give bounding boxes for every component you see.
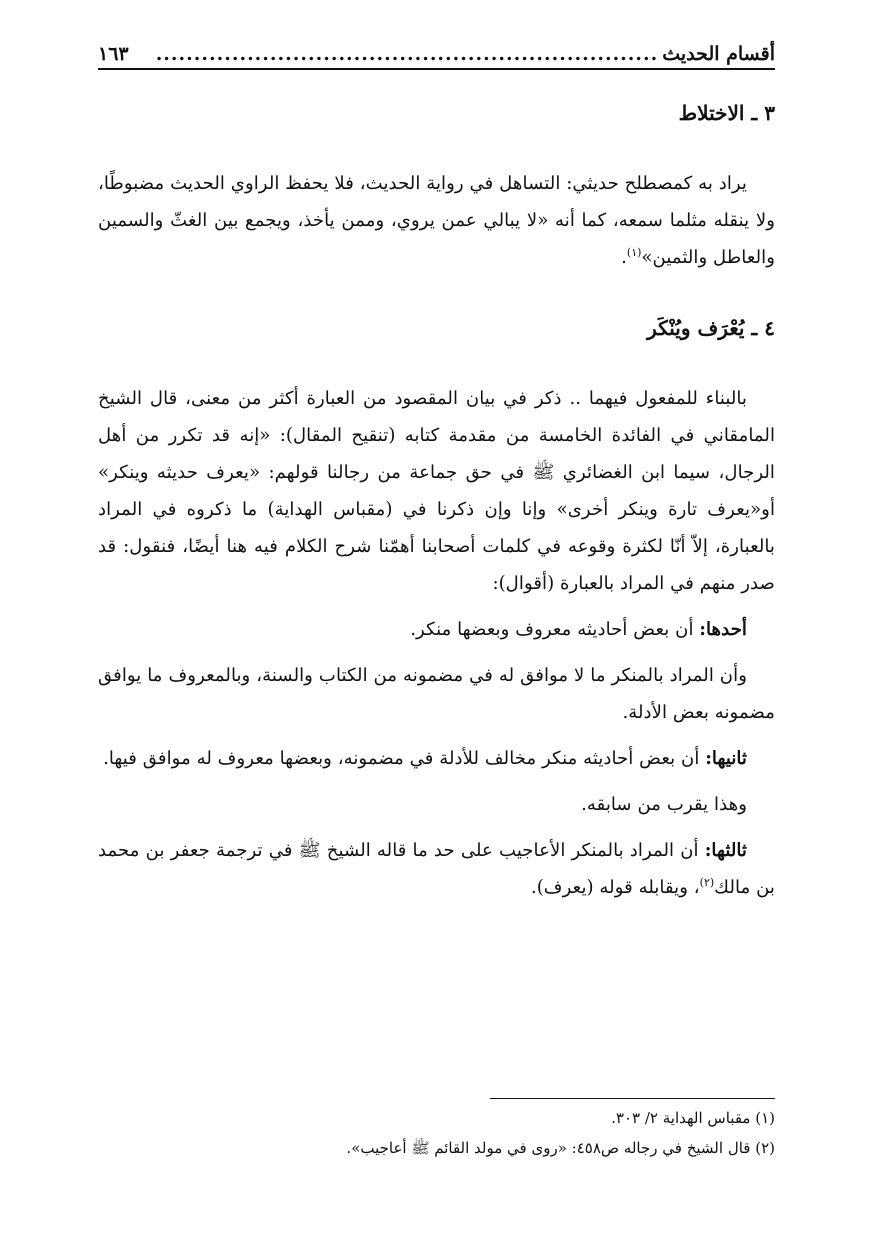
section-3-text: يراد به كمصطلح حديثي: التساهل في رواية الحديث، فلا يحفظ الراوي الحديث مضبوطًا، ولا ينقله مثلما سمعه، كما أنه «لا يبالي عمن يروي، وممن يأخذ، ويجمع بين الغثّ والسمين والعاطل والثمين»	[98, 173, 775, 268]
first-opinion	[98, 611, 775, 648]
first-opinion-explanation: وأن المراد بالمنكر ما لا موافق له في مضمونه من الكتاب والسنة، وبالمعروف ما يوافق مضمونه بعض الأدلة.	[98, 665, 775, 723]
footnote-1: (١) مقباس الهداية ٢/ ٣٠٣.	[611, 1109, 775, 1127]
running-title: أقسام الحديث	[662, 43, 775, 65]
third-opinion-end: ، ويقابله قوله (يعرف).	[530, 877, 700, 898]
third-opinion-text: أن المراد بالمنكر الأعاجيب على حد ما قاله الشيخ ﷺ في ترجمة جعفر بن محمد بن مالك	[98, 840, 775, 898]
footnote-2: (٢) قال الشيخ في رجاله ص٤٥٨: «روى في مولد القائم ﷺ أعاجيب».	[346, 1139, 775, 1157]
page-number: ١٦٣	[98, 43, 129, 65]
footnote-ref-1[interactable]: (١)	[626, 245, 642, 259]
first-opinion-text: أن بعض أحاديثه معروف وبعضها منكر.	[410, 619, 700, 640]
footnote-divider	[490, 1098, 775, 1099]
third-opinion-label: ثالثها:	[704, 840, 747, 861]
second-opinion-note: وهذا يقرب من سابقه.	[581, 794, 747, 815]
second-opinion	[98, 740, 775, 777]
footnotes	[98, 1098, 775, 1163]
second-opinion-text: أن بعض أحاديثه منكر مخالف للأدلة في مضمونه، وبعضها معروف له موافق فيها.	[103, 748, 706, 769]
page-header	[98, 30, 775, 70]
second-opinion-label: ثانيها:	[705, 748, 747, 769]
section-4-heading: ٤ ـ يُعْرَف ويُنْكَر	[647, 316, 775, 340]
section-3-end: .	[621, 247, 627, 268]
page-body	[98, 95, 775, 906]
section-4-intro: بالبناء للمفعول فيهما .. ذكر في بيان المقصود من العبارة أكثر من معنى، قال الشيخ المامقاني في الفائدة الخامسة من مقدمة كتابه (تنقيح المقال): «إنه قد تكرر من أهل الرجال، سيما ابن الغضائري ﷺ في حق جماعة من رجالنا قولهم: «يعرف حديثه وينكر» أو«يعرف تارة وينكر أخرى» وإنا وإن ذكرنا في (مقباس الهداية) ما ذكروه في المراد بالعبارة، إلاّ أنّا لكثرة وقوعه في كلمات أصحابنا أهمّنا شرح الكلام فيه هنا أيضًا، فنقول: قد صدر منهم في المراد بالعبارة (أقوال):	[98, 388, 775, 594]
section-3-heading: ٣ ـ الاختلاط	[678, 101, 775, 125]
section-3-paragraph	[98, 165, 775, 276]
third-opinion	[98, 832, 775, 906]
dot-leader: ..................................................................	[155, 43, 659, 65]
first-opinion-label: أحدها:	[699, 619, 747, 640]
footnote-ref-2[interactable]: (٢)	[699, 875, 715, 889]
